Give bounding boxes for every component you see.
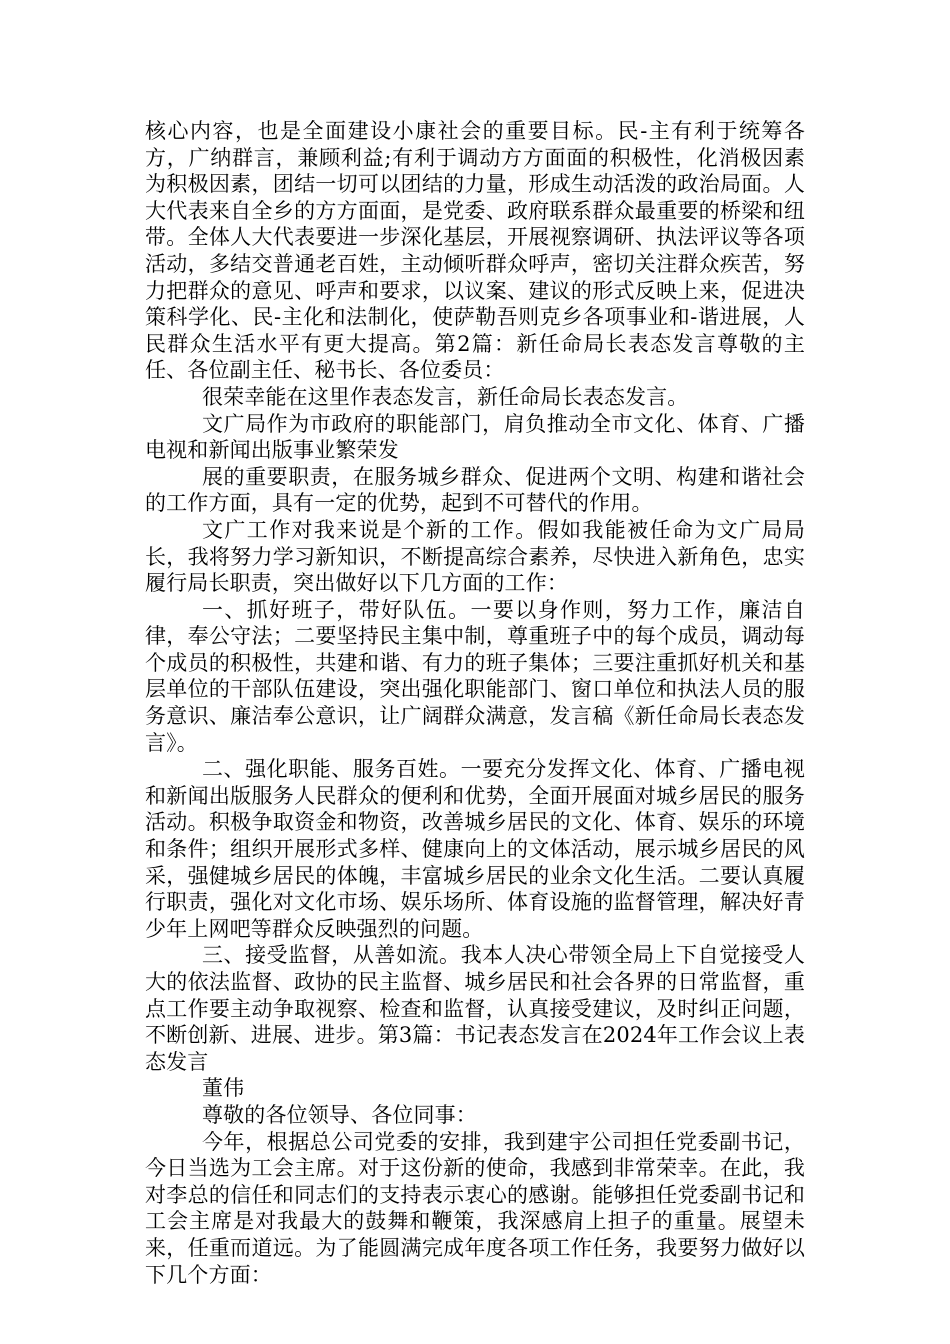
paragraph-8: 三、接受监督，从善如流。我本人决心带领全局上下自觉接受人大的依法监督、政协的民主监督、城乡居民和社会各界的日常监督，重点工作要主动争取视察、检查和监督，认真接受建议，及时纠正问题，不断创新、进展、进步。第3篇：书记表态发言在2024年工作会议上表态发言 — [145, 943, 805, 1074]
author-name: 董伟 — [202, 1076, 245, 1101]
paragraph-6: 一、抓好班子，带好队伍。一要以身作则，努力工作，廉洁自律，奉公守法；二要坚持民主集中制，尊重班子中的每个成员，调动每个成员的积极性，共建和谐、有力的班子集体；三要注重抓好机关和基层单位的干部队伍建设，突出强化职能部门、窗口单位和执法人员的服务意识、廉洁奉公意识，让广阔群众满意，发言稿《新任命局长表态发言》。 — [145, 597, 805, 755]
paragraph-1: 核心内容，也是全面建设小康社会的重要目标。民-主有利于统筹各方，广纳群言，兼顾利益;有利于调动方方面面的积极性，化消极因素为积极因素，团结一切可以团结的力量，形成生动活泼的政治局面。人大代表来自全乡的方方面面，是党委、政府联系群众最重要的桥梁和纽带。全体人大代表要进一步深化基层，开展视察调研、执法评议等各项活动，多结交普通老百姓，主动倾听群众呼声，密切关注群众疾苦，努力把群众的意见、呼声和要求，以议案、建议的形式反映上来，促进决策科学化、民-主化和法制化，使萨勒吾则克乡各项事业和-谐进展，人民群众生活水平有更大提高。第2篇：新任命局长表态发言尊敬的主任、各位副主任、秘书长、各位委员： — [145, 119, 805, 383]
paragraph-3: 文广局作为市政府的职能部门，肩负推动全市文化、体育、广播电视和新闻出版事业繁荣发 — [145, 411, 805, 463]
paragraph-4: 展的重要职责，在服务城乡群众、促进两个文明、构建和谐社会的工作方面，具有一定的优势，起到不可替代的作用。 — [145, 464, 805, 516]
salutation: 尊敬的各位领导、各位同事： — [202, 1102, 477, 1127]
paragraph-11: 今年，根据总公司党委的安排，我到建宇公司担任党委副书记，今日当选为工会主席。对于这份新的使命，我感到非常荣幸。在此，我对李总的信任和同志们的支持表示衷心的感谢。能够担任党委副书记和工会主席是对我最大的鼓舞和鞭策，我深感肩上担子的重量。展望未来，任重而道远。为了能圆满完成年度各项工作任务，我要努力做好以下几个方面： — [145, 1129, 805, 1287]
document-page — [145, 118, 805, 1288]
paragraph-2: 很荣幸能在这里作表态发言，新任命局长表态发言。 — [202, 384, 689, 409]
paragraph-5: 文广工作对我来说是个新的工作。假如我能被任命为文广局局长，我将努力学习新知识，不断提高综合素养，尽快进入新角色，忠实履行局长职责，突出做好以下几方面的工作： — [145, 517, 805, 596]
paragraph-7: 二、强化职能、服务百姓。一要充分发挥文化、体育、广播电视和新闻出版服务人民群众的便利和优势，全面开展面对城乡居民的服务活动。积极争取资金和物资，改善城乡居民的文化、体育、娱乐的环境和条件；组织开展形式多样、健康向上的文体活动，展示城乡居民的风采，强健城乡居民的体魄，丰富城乡居民的业余文化生活。二要认真履行职责，强化对文化市场、娱乐场所、体育设施的监督管理，解决好青少年上网吧等群众反映强烈的问题。 — [145, 757, 805, 941]
